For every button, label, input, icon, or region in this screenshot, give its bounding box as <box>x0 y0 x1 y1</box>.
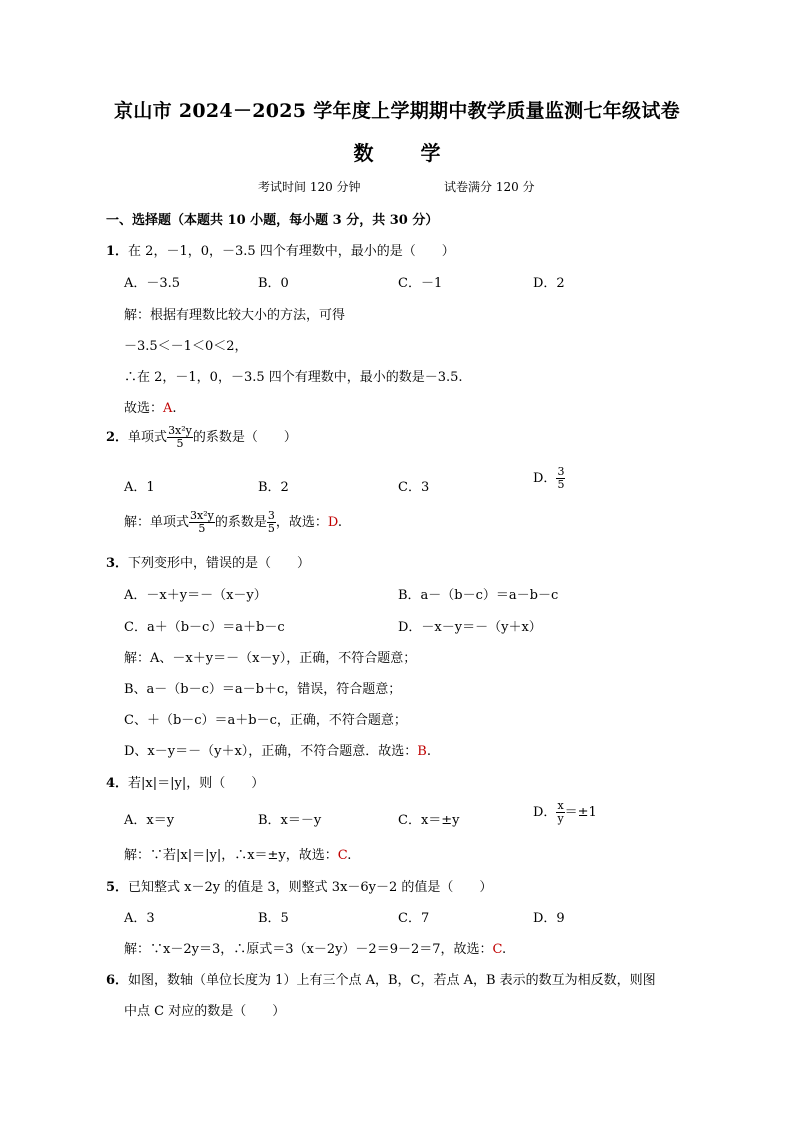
fraction-numerator: 3x²y <box>190 509 214 522</box>
question-4 <box>106 772 264 791</box>
q3-option-b: B．a－（b－c）＝a－b－c <box>398 588 559 603</box>
q2-option-b: B．2 <box>258 480 289 495</box>
answer-prefix: 故选： <box>124 401 164 416</box>
question-stem: 的系数是（ ） <box>192 430 297 445</box>
solution-text: 解：∵x－2y＝3，∴原式＝3（x－2y）－2＝9－2＝7，故选： <box>124 942 493 957</box>
q4-option-a: A．x＝y <box>124 813 175 828</box>
q2-option-a: A．1 <box>124 480 155 495</box>
page-title: 京山市 2024－2025 学年度上学期期中教学质量监测七年级试卷 <box>114 100 680 122</box>
fraction-denominator: 5 <box>176 437 184 450</box>
question-3 <box>106 552 310 571</box>
fraction-numerator: x <box>557 799 564 812</box>
section-heading: 一、选择题（本题共 10 小题，每小题 3 分，共 30 分） <box>106 213 439 228</box>
q5-option-d: D．9 <box>533 911 565 926</box>
q4-solution-line <box>124 844 351 863</box>
q5-option-a: A．3 <box>124 911 155 926</box>
coefficient-fraction <box>267 510 276 535</box>
q1-option-b: B．0 <box>258 276 289 291</box>
question-stem: 已知整式 x－2y 的值是 3，则整式 3x－6y－2 的值是（ ） <box>128 880 493 895</box>
exam-score: 试卷满分 120 分 <box>444 180 535 194</box>
question-stem: 单项式 <box>128 430 168 445</box>
q2-option-c: C．3 <box>398 480 430 495</box>
question-stem: 若|x|＝|y|，则（ ） <box>128 776 265 791</box>
q1-option-c: C．－1 <box>398 276 443 291</box>
q1-option-a: A．－3.5 <box>124 276 181 291</box>
question-number: 3． <box>106 556 129 571</box>
fraction-numerator: 3x²y <box>168 424 192 437</box>
question-stem: 如图，数轴（单位长度为 1）上有三个点 A，B，C，若点 A，B 表示的数互为相反数，则图 <box>128 973 656 988</box>
question-number: 2． <box>106 430 129 445</box>
q3-answer-line <box>124 740 431 759</box>
fraction-denominator: y <box>557 812 564 825</box>
question-6 <box>106 969 656 988</box>
q1-answer-line <box>124 397 177 416</box>
solution-text: 解：单项式 <box>124 515 190 530</box>
answer-suffix: . <box>502 942 507 957</box>
option-fraction <box>556 800 564 825</box>
option-suffix: ＝±1 <box>564 805 597 820</box>
monomial-fraction <box>189 510 215 535</box>
option-prefix: D． <box>533 471 557 486</box>
q4-option-d <box>533 800 597 825</box>
q3-solution-line: C、＋（b－c）＝a＋b－c，正确，不符合题意； <box>124 713 407 728</box>
question-stem: 在 2，－1，0，－3.5 四个有理数中，最小的是（ ） <box>128 244 455 259</box>
question-6-continued: 中点 C 对应的数是（ ） <box>124 1004 286 1019</box>
answer-letter: A <box>163 401 173 416</box>
option-prefix: D． <box>533 805 557 820</box>
fraction-denominator: 5 <box>267 522 275 535</box>
question-5 <box>106 876 492 895</box>
q5-option-b: B．5 <box>258 911 289 926</box>
question-1 <box>106 240 455 259</box>
fraction-numerator: 3 <box>267 509 275 522</box>
fraction-denominator: 5 <box>198 522 206 535</box>
answer-suffix: . <box>347 848 352 863</box>
q2-solution-line <box>124 510 342 535</box>
q5-solution-line <box>124 938 506 957</box>
solution-text: D、x－y＝－（y＋x），正确，不符合题意．故选： <box>124 744 418 759</box>
answer-letter: C <box>492 942 503 957</box>
q3-solution-line: B、a－（b－c）＝a－b＋c，错误，符合题意； <box>124 682 402 697</box>
q5-option-c: C．7 <box>398 911 430 926</box>
exam-time: 考试时间 120 分钟 <box>258 180 361 194</box>
fraction-numerator: 3 <box>557 465 565 478</box>
question-2 <box>106 425 297 450</box>
q3-option-d: D．－x－y＝－（y＋x） <box>398 620 542 635</box>
solution-text: ，故选： <box>275 515 328 530</box>
question-number: 5． <box>106 880 129 895</box>
q1-option-d: D．2 <box>533 276 565 291</box>
subject-title: 数 学 <box>353 141 441 165</box>
option-fraction <box>556 466 565 491</box>
question-number: 1． <box>106 244 129 259</box>
q1-solution-line: ∴在 2，－1，0，－3.5 四个有理数中，最小的数是－3.5. <box>124 370 463 385</box>
answer-letter: C <box>337 848 348 863</box>
question-number: 4． <box>106 776 129 791</box>
q3-option-a: A．－x＋y＝－（x－y） <box>124 588 267 603</box>
fraction-denominator: 5 <box>557 478 565 491</box>
q3-solution-line: 解：A、－x＋y＝－（x－y），正确，不符合题意； <box>124 651 417 666</box>
q3-option-c: C．a＋（b－c）＝a＋b－c <box>124 620 285 635</box>
solution-text: 的系数是 <box>214 515 267 530</box>
q1-solution-line: －3.5＜－1＜0＜2， <box>124 339 248 354</box>
solution-text: 解：∵若|x|＝|y|，∴x＝±y，故选： <box>124 848 338 863</box>
answer-suffix: . <box>426 744 431 759</box>
answer-letter: D <box>327 515 338 530</box>
q1-solution-line: 解：根据有理数比较大小的方法，可得 <box>124 308 346 323</box>
question-stem: 下列变形中，错误的是（ ） <box>128 556 311 571</box>
question-number: 6． <box>106 973 129 988</box>
answer-suffix: . <box>172 401 177 416</box>
monomial-fraction <box>167 425 193 450</box>
answer-suffix: . <box>337 515 342 530</box>
answer-letter: B <box>417 744 427 759</box>
q2-option-d <box>533 466 565 491</box>
q4-option-b: B．x＝－y <box>258 813 322 828</box>
q4-option-c: C．x＝±y <box>398 813 460 828</box>
